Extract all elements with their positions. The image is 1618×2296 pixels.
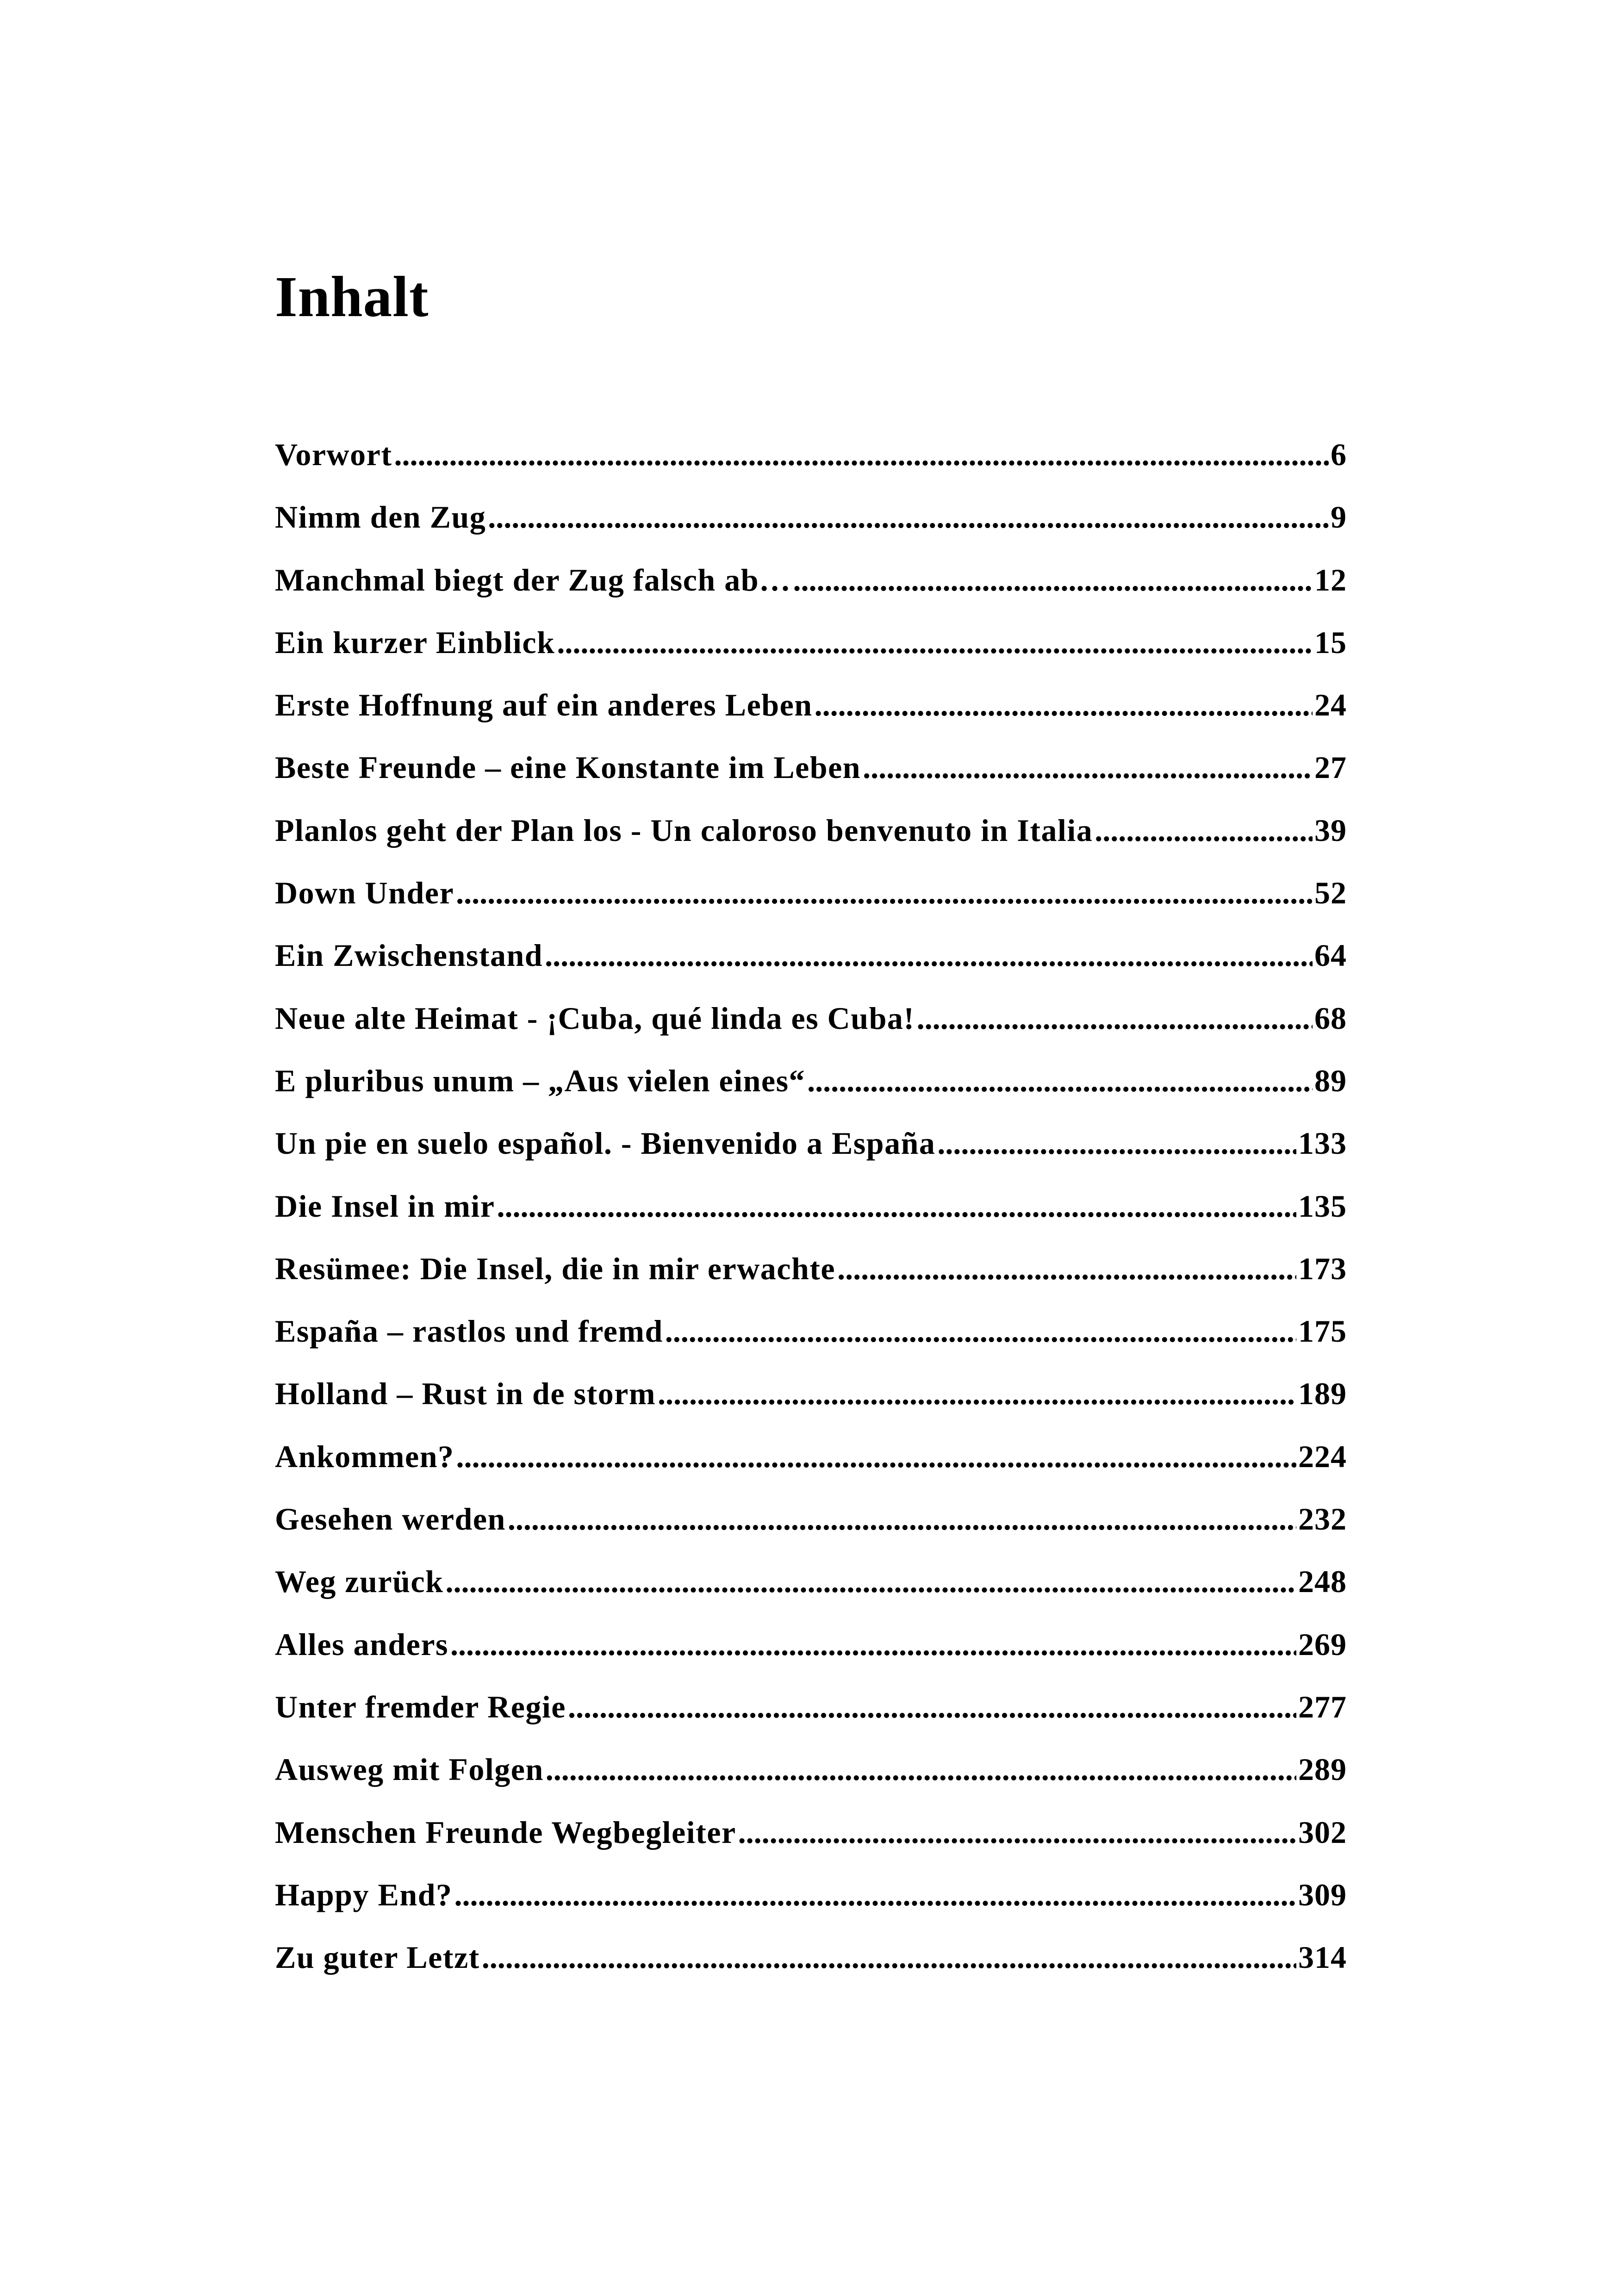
leader-dots [488, 501, 1329, 533]
leader-dots [665, 1315, 1296, 1347]
toc-entry-page-number: 314 [1298, 1940, 1347, 1975]
leader-dots [557, 627, 1313, 658]
toc-entry-page-number: 15 [1314, 624, 1347, 660]
toc-entry [275, 1438, 1347, 1503]
toc-entry-title: Die Insel in mir [275, 1188, 495, 1224]
leader-dots [482, 1941, 1296, 1973]
toc-entry-page-number: 175 [1298, 1313, 1347, 1349]
leader-dots [837, 1253, 1296, 1284]
toc-entry [275, 812, 1347, 877]
toc-entry-title: Ankommen? [275, 1438, 454, 1474]
toc-entry-page-number: 89 [1314, 1063, 1347, 1098]
leader-dots [917, 1002, 1313, 1034]
toc-entry [275, 1566, 1347, 1628]
toc-entry [275, 1253, 1347, 1315]
toc-entry [275, 439, 1347, 501]
toc-entry [275, 501, 1347, 564]
toc-entry-title: Resümee: Die Insel, die in mir erwachte [275, 1251, 836, 1286]
toc-entry [275, 1190, 1347, 1253]
toc-entry-title: Vorwort [275, 437, 392, 472]
toc-entry-title: Weg zurück [275, 1564, 444, 1599]
toc-entry [275, 1378, 1347, 1440]
toc-entry [275, 564, 1347, 627]
toc-entry-title: Planlos geht der Plan los - Un caloroso benvenuto in Italia [275, 812, 1093, 848]
leader-dots [545, 940, 1313, 971]
toc-entry-page-number: 189 [1298, 1376, 1347, 1412]
toc-entry-title: Ein kurzer Einblick [275, 624, 555, 660]
toc-entry-page-number: 269 [1298, 1626, 1347, 1662]
toc-entry [275, 877, 1347, 940]
toc-entry [275, 1127, 1347, 1190]
toc-entry [275, 1065, 1347, 1127]
toc-entry [275, 689, 1347, 752]
toc-entry-title: Gesehen werden [275, 1501, 506, 1537]
toc-entry-page-number: 68 [1314, 1000, 1347, 1036]
toc-entry-title: Unter fremder Regie [275, 1689, 566, 1724]
toc-entry-title: Menschen Freunde Wegbegleiter [275, 1814, 736, 1850]
leader-dots [546, 1754, 1296, 1785]
toc-entry-title: E pluribus unum – „Aus vielen eines“ [275, 1063, 806, 1098]
toc-entry-title: Un pie en suelo español. - Bienvenido a España [275, 1126, 936, 1161]
toc-entry-title: España – rastlos und fremd [275, 1313, 663, 1349]
leader-dots [815, 689, 1313, 721]
toc-entry-page-number: 133 [1298, 1126, 1347, 1161]
leader-dots [568, 1691, 1296, 1723]
table-of-contents [275, 439, 1347, 2004]
page-title: Inhalt [275, 265, 429, 329]
toc-entry-page-number: 52 [1314, 875, 1347, 911]
toc-entry-title: Happy End? [275, 1877, 453, 1912]
leader-dots [738, 1817, 1296, 1848]
toc-entry-page-number: 9 [1331, 499, 1347, 535]
toc-entry-page-number: 6 [1331, 437, 1347, 472]
toc-entry [275, 1754, 1347, 1816]
toc-entry-page-number: 39 [1314, 812, 1347, 848]
toc-entry-title: Zu guter Letzt [275, 1940, 480, 1975]
leader-dots [658, 1378, 1296, 1409]
toc-entry-page-number: 24 [1314, 687, 1347, 723]
leader-dots [445, 1566, 1296, 1597]
toc-entry-page-number: 232 [1298, 1501, 1347, 1537]
leader-dots [793, 564, 1313, 596]
leader-dots [863, 752, 1313, 783]
toc-entry-title: Neue alte Heimat - ¡Cuba, qué linda es Cuba! [275, 1000, 915, 1036]
leader-dots [454, 1879, 1296, 1910]
toc-entry [275, 1503, 1347, 1566]
leader-dots [807, 1065, 1313, 1096]
toc-entry [275, 752, 1347, 814]
toc-entry [275, 940, 1347, 1002]
toc-entry-page-number: 135 [1298, 1188, 1347, 1224]
toc-entry [275, 1626, 1347, 1691]
toc-entry [275, 1315, 1347, 1378]
toc-entry [275, 1879, 1347, 1941]
toc-entry-title: Holland – Rust in de storm [275, 1376, 656, 1412]
toc-entry-title: Erste Hoffnung auf ein anderes Leben [275, 687, 813, 723]
toc-entry-page-number: 173 [1298, 1251, 1347, 1286]
toc-entry-page-number: 224 [1298, 1438, 1347, 1474]
leader-dots [1095, 815, 1313, 846]
toc-entry-page-number: 302 [1298, 1814, 1347, 1850]
toc-entry-title: Down Under [275, 875, 454, 911]
toc-entry-title: Nimm den Zug [275, 499, 486, 535]
toc-entry [275, 1814, 1347, 1879]
leader-dots [456, 877, 1313, 908]
toc-entry [275, 1691, 1347, 1754]
toc-entry-page-number: 12 [1314, 562, 1347, 597]
toc-entry [275, 624, 1347, 689]
toc-entry-page-number: 289 [1298, 1752, 1347, 1787]
toc-entry-title: Alles anders [275, 1626, 448, 1662]
toc-entry-title: Ausweg mit Folgen [275, 1752, 544, 1787]
toc-entry-title: Beste Freunde – eine Konstante im Leben [275, 750, 861, 785]
toc-entry [275, 1941, 1347, 2004]
toc-entry-page-number: 309 [1298, 1877, 1347, 1912]
toc-entry-page-number: 64 [1314, 938, 1347, 973]
toc-entry-page-number: 277 [1298, 1689, 1347, 1724]
leader-dots [394, 439, 1329, 470]
toc-entry-title: Manchmal biegt der Zug falsch ab… [275, 562, 791, 597]
leader-dots [497, 1190, 1296, 1222]
leader-dots [450, 1629, 1296, 1660]
leader-dots [937, 1127, 1296, 1159]
toc-entry-page-number: 27 [1314, 750, 1347, 785]
leader-dots [508, 1503, 1296, 1535]
toc-entry-page-number: 248 [1298, 1564, 1347, 1599]
toc-entry-title: Ein Zwischenstand [275, 938, 543, 973]
toc-entry [275, 1002, 1347, 1065]
leader-dots [456, 1441, 1296, 1472]
